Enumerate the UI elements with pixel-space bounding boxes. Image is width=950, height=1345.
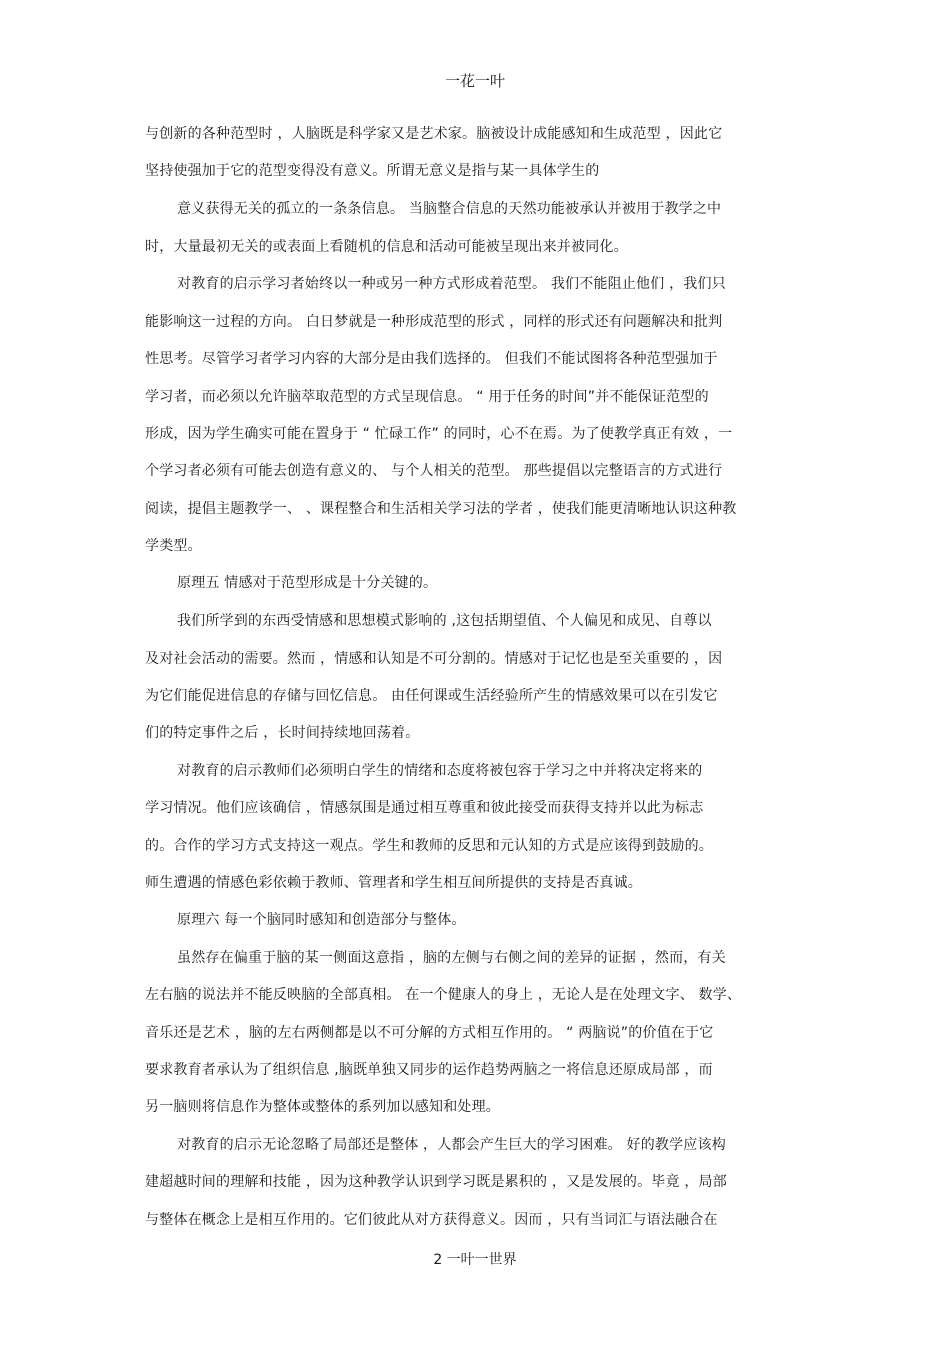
text-line: 坚持使强加于它的范型变得没有意义。所谓无意义是指与某一具体学生的 (145, 163, 600, 179)
text-line: 的。合作的学习方式支持这一观点。学生和教师的反思和元认知的方式是应该得到鼓励的。 (145, 838, 713, 854)
text-line: 学习情况。他们应该确信 ，情感氛围是通过相互尊重和彼此接受而获得支持并以此为标志 (145, 800, 704, 816)
text-line: 对教育的启示无论忽略了局部还是整体 ，人都会产生巨大的学习困难。 好的教学应该构 (177, 1137, 726, 1153)
text-line: 个学习者必须有可能去创造有意义的、 与个人相关的范型。 那些提倡以完整语言的方式进行 (145, 463, 723, 479)
text-line: 时，大量最初无关的或表面上看随机的信息和活动可能被呈现出来并被同化。 (145, 239, 628, 255)
text-line: 与整体在概念上是相互作用的。它们彼此从对方获得意义。因而 ，只有当词汇与语法融合在 (145, 1212, 718, 1228)
text-line: 阅读，提倡主题教学一、 、课程整合和生活相关学习法的学者 ，使我们能更清晰地认识这种教 (145, 501, 737, 517)
text-line: 要求教育者承认为了组织信息 ,脑既单独又同步的运作趋势两脑之一将信息还原成局部 ，而 (145, 1062, 713, 1078)
text-line: 另一脑则将信息作为整体或整体的系列加以感知和处理。 (145, 1099, 500, 1115)
text-line: 左右脑的说法并不能反映脑的全部真相。 在一个健康人的身上 ，无论人是在处理文字、 数学、 (145, 987, 742, 1003)
section-heading: 原理六 每一个脑同时感知和创造部分与整体。 (177, 912, 466, 928)
text-line: 能影响这一过程的方向。 白日梦就是一种形成范型的形式 ，同样的形式还有问题解决和批判 (145, 314, 723, 330)
text-line: 学习者，而必须以允许脑萃取范型的方式呈现信息。 “ 用于任务的时间”并不能保证范型的 (145, 389, 709, 405)
page-footer: 2 一叶一世界 (433, 1252, 517, 1268)
text-line: 建超越时间的理解和技能 ，因为这种教学认识到学习既是累积的 ，又是发展的。毕竟 ，局部 (145, 1174, 727, 1190)
text-line: 与创新的各种范型时 ，人脑既是科学家又是艺术家。脑被设计成能感知和生成范型 ，因此它 (145, 126, 723, 142)
text-line: 及对社会活动的需要。然而 ，情感和认知是不可分割的。情感对于记忆也是至关重要的 ，因 (145, 651, 723, 667)
text-line: 形成，因为学生确实可能在置身于 “ 忙碌工作” 的同时，心不在焉。为了使教学真正有效 ，一 (145, 426, 733, 442)
page-header: 一花一叶 (444, 72, 505, 90)
text-line: 们的特定事件之后 ，长时间持续地回荡着。 (145, 725, 420, 741)
text-line: 为它们能促进信息的存储与回忆信息。 由任何课或生活经验所产生的情感效果可以在引发它 (145, 688, 718, 704)
text-line: 对教育的启示学习者始终以一种或另一种方式形成着范型。 我们不能阻止他们 ，我们只 (177, 276, 726, 292)
text-line: 性思考。尽管学习者学习内容的大部分是由我们选择的。 但我们不能试图将各种范型强加于 (145, 351, 718, 367)
text-line: 我们所学到的东西受情感和思想模式影响的 ,这包括期望值、个人偏见和成见、自尊以 (177, 613, 712, 629)
text-line: 虽然存在偏重于脑的某一侧面这意指 ，脑的左侧与右侧之间的差异的证据 ，然而，有关 (177, 950, 726, 966)
section-heading: 原理五 情感对于范型形成是十分关键的。 (177, 575, 438, 591)
text-line: 对教育的启示教师们必须明白学生的情绪和态度将被包容于学习之中并将决定将来的 (177, 763, 703, 779)
text-line: 师生遭遇的情感色彩依赖于教师、管理者和学生相互间所提供的支持是否真诚。 (145, 875, 642, 891)
text-line: 学类型。 (145, 538, 202, 554)
text-line: 音乐还是艺术 ，脑的左右两侧都是以不可分解的方式相互作用的。 “ 两脑说”的价值在于它 (145, 1025, 714, 1041)
text-line: 意义获得无关的孤立的一条条信息。 当脑整合信息的天然功能被承认并被用于教学之中 (177, 201, 722, 217)
